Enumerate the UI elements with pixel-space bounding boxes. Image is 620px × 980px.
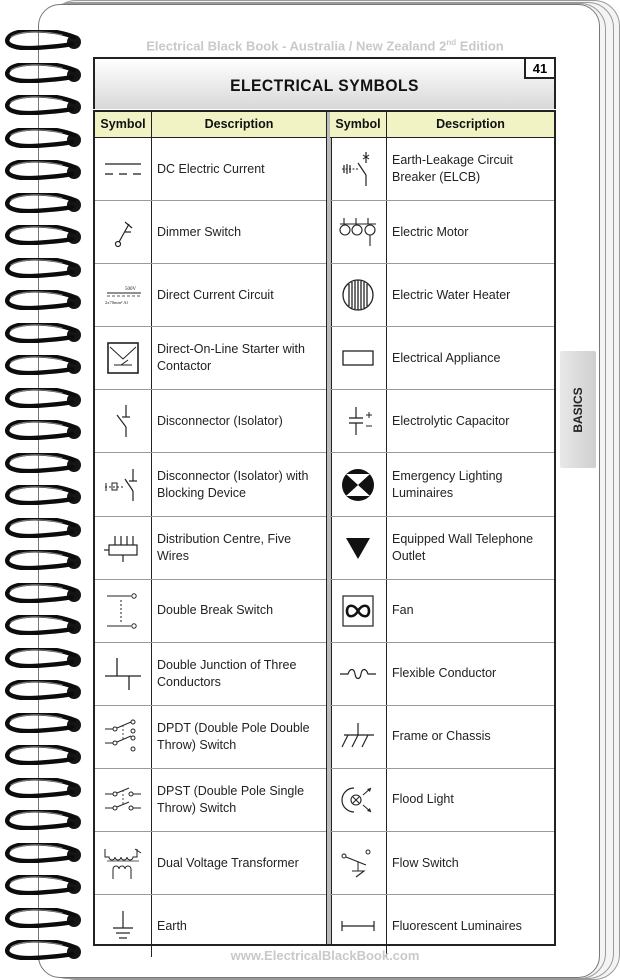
electrolytic-capacitor-icon (336, 401, 380, 441)
table-row (330, 580, 554, 643)
earth-icon (101, 906, 145, 946)
binding-ring (2, 518, 86, 538)
disconnector-icon (101, 401, 145, 441)
row-description: Fan (392, 603, 414, 618)
table-row (330, 769, 554, 832)
binding-ring (2, 615, 86, 635)
binding-ring (2, 323, 86, 343)
edition-header: Electrical Black Book - Australia / New Zealand 2nd Edition (146, 38, 504, 54)
row-description: Electric Water Heater (392, 287, 511, 302)
row-description: Electric Motor (392, 224, 469, 239)
double-junction-icon (101, 654, 145, 694)
binding-ring (2, 908, 86, 928)
row-description: Flexible Conductor (392, 666, 497, 681)
description-header: Description (436, 117, 505, 131)
row-description: Earth-Leakage Circuit Breaker (ELCB) (392, 153, 513, 185)
binding-ring (2, 745, 86, 765)
symbol-cable-label: 2x70mm² Al (105, 300, 128, 306)
binding-ring (2, 453, 86, 473)
binding-ring (2, 550, 86, 570)
direct-current-circuit-icon (101, 275, 145, 315)
dpdt-switch-icon (101, 717, 145, 757)
page-number: 41 (524, 57, 556, 79)
flood-light-icon (336, 780, 380, 820)
table-row (95, 580, 326, 643)
binding-ring (2, 778, 86, 798)
binding-ring (2, 843, 86, 863)
table-row (330, 327, 554, 390)
binding-ring (2, 95, 86, 115)
electrical-appliance-icon (336, 338, 380, 378)
table-row (330, 453, 554, 516)
row-description: Dual Voltage Transformer (157, 855, 299, 870)
row-description: Electrolytic Capacitor (392, 413, 510, 428)
row-description: Emergency Lighting Luminaires (392, 468, 503, 500)
table-row (95, 706, 326, 769)
table-row (330, 264, 554, 327)
dimmer-switch-icon (101, 212, 145, 252)
row-description: Dimmer Switch (157, 224, 242, 239)
binding-ring (2, 290, 86, 310)
title-bar (93, 57, 556, 109)
section-tab[interactable] (560, 351, 596, 468)
row-description: Direct-On-Line Starter with Contactor (157, 342, 305, 374)
row-description: DPDT (Double Pole Double Throw) Switch (157, 720, 310, 752)
symbol-header: Symbol (330, 112, 387, 137)
row-description: DPST (Double Pole Single Throw) Switch (157, 783, 305, 815)
dual-voltage-transformer-icon (101, 843, 145, 883)
binding-ring (2, 193, 86, 213)
row-description: Disconnector (Isolator) (157, 413, 283, 428)
table-row (95, 327, 326, 390)
right-header (330, 112, 554, 138)
left-header (95, 112, 326, 138)
fan-icon (336, 591, 380, 631)
table-row (95, 453, 326, 516)
row-description: Frame or Chassis (392, 729, 491, 744)
binding-ring (2, 810, 86, 830)
binding-ring (2, 128, 86, 148)
left-column (95, 112, 326, 944)
description-header: Description (204, 117, 274, 131)
row-description: Flow Switch (392, 855, 459, 870)
dc-current-icon (101, 149, 145, 189)
binding-ring (2, 63, 86, 83)
elcb-icon (336, 149, 380, 189)
binding-ring (2, 713, 86, 733)
binding-ring (2, 30, 86, 50)
binding-ring (2, 388, 86, 408)
row-description: Direct Current Circuit (157, 287, 274, 302)
table-row (95, 201, 326, 264)
binding-ring (2, 648, 86, 668)
row-description: Double Break Switch (157, 603, 274, 618)
table-row (330, 201, 554, 264)
row-description: Fluorescent Luminaires (392, 918, 522, 933)
table-row (330, 832, 554, 895)
row-description: Flood Light (392, 792, 454, 807)
fluorescent-luminaires-icon (336, 906, 380, 946)
row-description: Distribution Centre, Five Wires (157, 531, 292, 563)
binding-ring (2, 680, 86, 700)
table-row (330, 390, 554, 453)
table-row (330, 138, 554, 201)
disconnector-blocking-icon (101, 465, 145, 505)
symbol-header: Symbol (95, 112, 152, 137)
distribution-centre-icon (101, 528, 145, 568)
table-row (95, 138, 326, 201)
emergency-lighting-icon (336, 465, 380, 505)
table-row (95, 390, 326, 453)
dol-starter-icon (101, 338, 145, 378)
row-description: Disconnector (Isolator) with Blocking Device (157, 468, 309, 500)
binding-ring (2, 583, 86, 603)
frame-chassis-icon (336, 717, 380, 757)
binding-ring (2, 875, 86, 895)
symbol-voltage-label: 500V (125, 287, 137, 293)
page-title: ELECTRICAL SYMBOLS (230, 76, 419, 95)
double-break-switch-icon (101, 591, 145, 631)
right-column (330, 112, 554, 944)
table-row (330, 517, 554, 580)
row-description: Double Junction of Three Conductors (157, 657, 297, 689)
water-heater-icon (336, 275, 380, 315)
flexible-conductor-icon (336, 654, 380, 694)
binding-ring (2, 420, 86, 440)
binding-ring (2, 355, 86, 375)
table-row (95, 769, 326, 832)
binding-ring (2, 225, 86, 245)
electric-motor-icon (336, 212, 380, 252)
row-description: DC Electric Current (157, 161, 265, 176)
table-row (95, 517, 326, 580)
row-description: Equipped Wall Telephone Outlet (392, 531, 534, 563)
row-description: Electrical Appliance (392, 350, 501, 365)
binding-ring (2, 258, 86, 278)
table-row (95, 832, 326, 895)
table-row (95, 643, 326, 706)
binding-ring (2, 160, 86, 180)
table-row (330, 643, 554, 706)
footer-url: www.ElectricalBlackBook.com (230, 948, 420, 963)
dpst-switch-icon (101, 780, 145, 820)
section-tab-label: BASICS (571, 386, 585, 433)
symbols-table (93, 110, 556, 946)
binding-ring (2, 485, 86, 505)
table-row (95, 264, 326, 327)
row-description: Earth (157, 918, 187, 933)
flow-switch-icon (336, 843, 380, 883)
binding-ring (2, 940, 86, 960)
telephone-outlet-icon (336, 528, 380, 568)
table-row (330, 706, 554, 769)
